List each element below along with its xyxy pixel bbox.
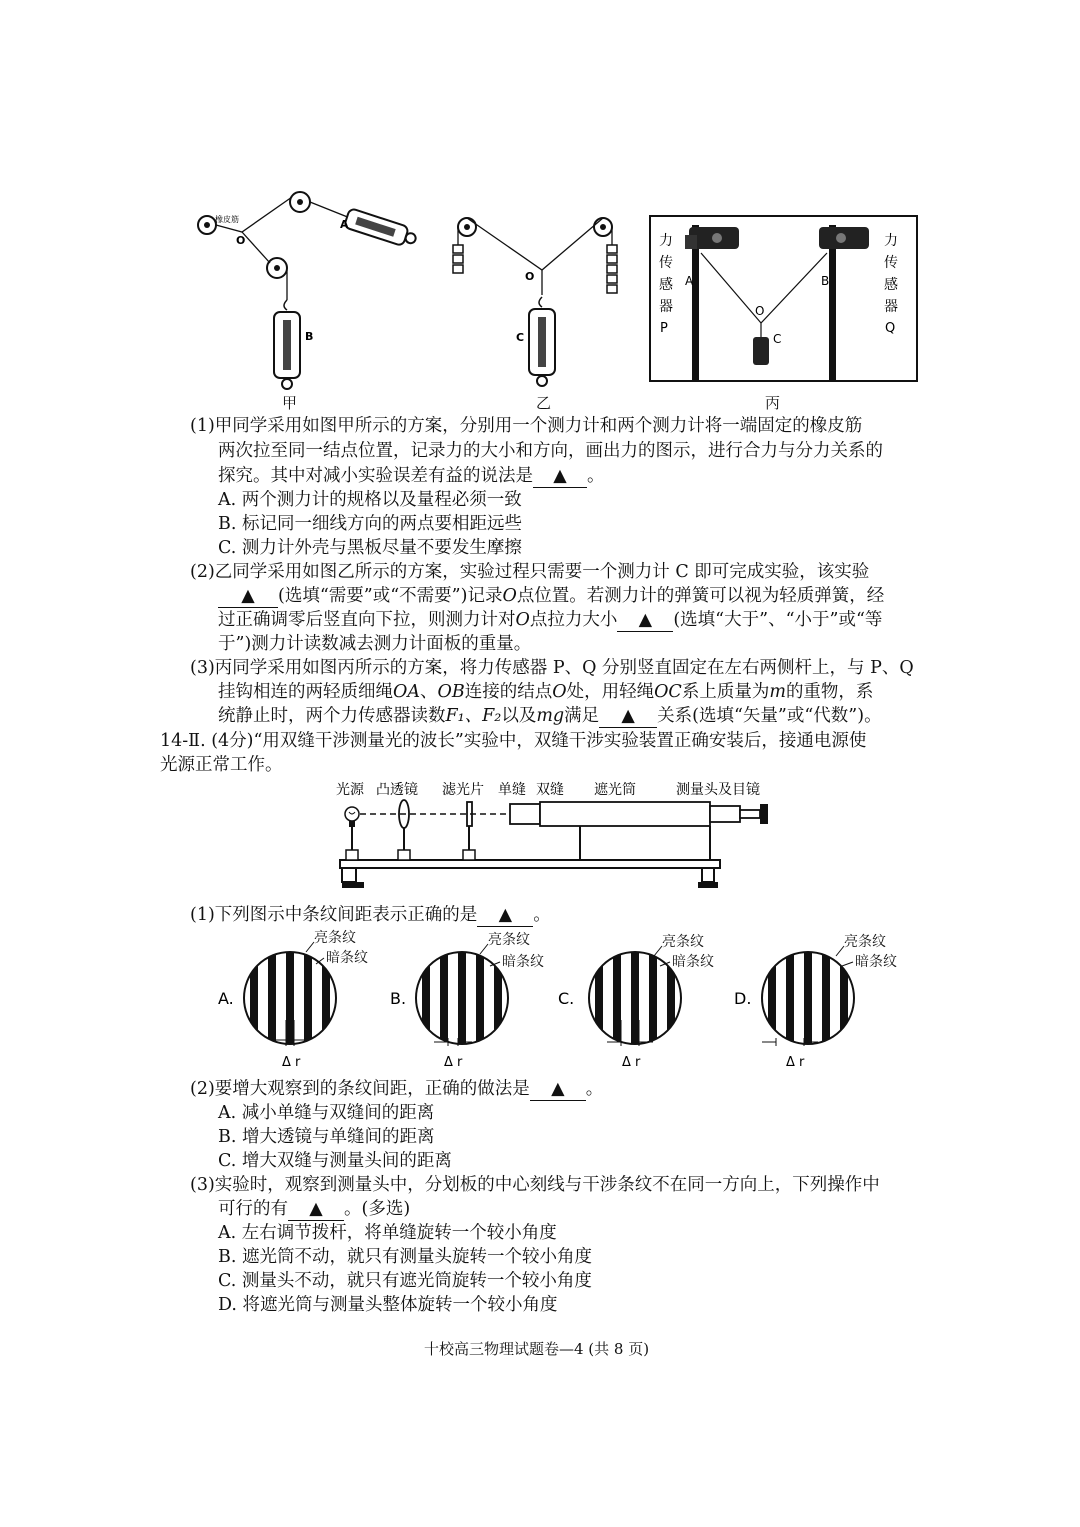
bing-sensor-left-2: 传 [659,255,673,271]
figure-bing [649,215,919,383]
caption-bing: 丙 [765,394,781,412]
yi-label-O: O [525,270,535,283]
q14-p2-answer-blank[interactable]: ▲ [530,1078,586,1101]
q14-p2-option-b: B. 增大透镜与单缝间的距离 [218,1127,435,1147]
q14-header-line2: 光源正常工作。 [160,755,283,775]
q1-answer-blank[interactable]: ▲ [533,465,587,488]
bing-label-A: A [685,274,694,288]
bing-sensor-right-4: 器 [884,299,898,315]
bing-sensor-left-5: P [660,321,668,336]
q2-answer-blank-2[interactable]: ▲ [617,609,673,632]
q2-answer-blank-1[interactable]: ▲ [218,585,278,608]
q1-line1: (1)甲同学采用如图甲所示的方案，分别用一个测力计和两个测力计将一端固定的橡皮筋 [190,416,863,436]
q14-p1: (1)下列图示中条纹间距表示正确的是 ▲ 。 [190,905,551,925]
apparatus-label-single-slit: 单缝 [498,782,526,798]
q2-line1: (2)乙同学采用如图乙所示的方案，实验过程只需要一个测力计 C 即可完成实验，该实验 [190,562,870,582]
fringe-options [210,928,910,1076]
q1-line2: 两次拉至同一结点位置，记录力的大小和方向，画出力的图示，进行合力与分力关系的 [218,441,883,461]
fringe-c-dark-label: 暗条纹 [672,954,714,970]
double-slit-apparatus [330,778,800,898]
q14-p3-option-c: C. 测量头不动，就只有遮光筒旋转一个较小角度 [218,1271,592,1291]
bing-sensor-left-1: 力 [659,233,673,249]
q2-line3: 过正确调零后竖直向下拉，则测力计对O点拉力大小 ▲ (选填“大于”、“小于”或“等 [218,610,883,630]
q14-p3-option-a: A. 左右调节拨杆，将单缝旋转一个较小角度 [218,1223,557,1243]
q14-p3-option-b: B. 遮光筒不动，就只有测量头旋转一个较小角度 [218,1247,592,1267]
jia-label-A: A [340,218,349,231]
apparatus-label-lens: 凸透镜 [376,782,418,798]
fringe-a-dark-label: 暗条纹 [326,950,368,966]
bing-label-C: C [773,332,782,346]
q3-line2: 挂钩相连的两轻质细绳OA、OB连接的结点O处，用轻绳OC系上质量为m的重物，系 [218,682,874,702]
q14-p2: (2)要增大观察到的条纹间距，正确的做法是 ▲ 。 [190,1079,604,1099]
q14-p2-option-c: C. 增大双缝与测量头间的距离 [218,1151,452,1171]
fringe-b-delta: Δ r [444,1055,463,1070]
fringe-b-dark-label: 暗条纹 [502,954,544,970]
apparatus-label-filter: 滤光片 [442,782,484,798]
fringe-a-delta: Δ r [282,1055,301,1070]
fringe-option-d-letter: D. [734,989,752,1008]
bing-sensor-right-1: 力 [884,233,898,249]
q1-option-a: A. 两个测力计的规格以及量程必须一致 [218,490,522,510]
caption-yi: 乙 [536,394,552,412]
jia-label-B: B [305,330,314,343]
bing-label-B: B [821,274,830,288]
q3-line1: (3)丙同学采用如图丙所示的方案，将力传感器 P、Q 分别竖直固定在左右两侧杆上，与 P、Q [190,658,914,678]
bing-sensor-right-5: Q [885,321,896,336]
page-footer: 十校高三物理试题卷—4 (共 8 页) [424,1340,650,1358]
bing-sensor-right-2: 传 [884,255,898,271]
caption-jia: 甲 [282,394,298,412]
fringe-d-dark-label: 暗条纹 [855,954,897,970]
yi-label-C: C [516,331,525,344]
q14-p2-option-a: A. 减小单缝与双缝间的距离 [218,1103,435,1123]
q14-p3-answer-blank[interactable]: ▲ [288,1198,344,1221]
q14-p3-option-d: D. 将遮光筒与测量头整体旋转一个较小角度 [218,1295,558,1315]
apparatus-label-light-source: 光源 [336,782,364,798]
q1-option-b: B. 标记同一细线方向的两点要相距远些 [218,514,522,534]
fringe-option-b-letter: B. [390,989,407,1008]
q1-line3: 探究。其中对减小实验误差有益的说法是 ▲ 。 [218,466,605,486]
bing-sensor-left-3: 感 [659,277,673,293]
q2-line4: 于”)测力计读数减去测力计面板的重量。 [218,634,532,654]
q14-header-line1: 14-Ⅱ. (4分)“用双缝干涉测量光的波长”实验中，双缝干涉实验装置正确安装后，接通电源使 [160,731,867,751]
fringe-d-delta: Δ r [786,1055,805,1070]
fringe-c-bright-label: 亮条纹 [662,934,704,950]
q14-p3-line2: 可行的有 ▲ 。(多选) [218,1199,411,1219]
fringe-b-bright-label: 亮条纹 [488,932,530,948]
fringe-d-bright-label: 亮条纹 [844,934,886,950]
figure-yi [450,205,630,390]
apparatus-label-double-slit: 双缝 [536,782,564,798]
q14-p3-line1: (3)实验时，观察到测量头中，分划板的中心刻线与干涉条纹不在同一方向上，下列操作中 [190,1175,880,1195]
bing-sensor-left-4: 器 [659,299,673,315]
fringe-option-a-letter: A. [218,989,234,1008]
rubber-band-label: 橡皮筋 [215,215,239,224]
q14-p1-answer-blank[interactable]: ▲ [477,904,533,927]
figure-jia [190,180,430,390]
q2-line2: ▲ (选填“需要”或“不需要”)记录O点位置。若测力计的弹簧可以视为轻质弹簧，经 [218,585,884,608]
bing-label-O: O [755,304,765,318]
jia-label-O: O [236,234,246,247]
q3-answer-blank[interactable]: ▲ [599,705,657,728]
apparatus-label-tube: 遮光筒 [594,782,636,798]
fringe-a-bright-label: 亮条纹 [314,930,356,946]
fringe-option-c-letter: C. [558,989,575,1008]
apparatus-label-measuring-head: 测量头及目镜 [676,782,760,798]
q3-line3: 统静止时，两个力传感器读数F₁、F₂以及mg满足 ▲ 关系(选填“矢量”或“代数”)。 [218,706,882,726]
q1-option-c: C. 测力计外壳与黑板尽量不要发生摩擦 [218,538,522,558]
bing-sensor-right-3: 感 [884,277,898,293]
fringe-c-delta: Δ r [622,1055,641,1070]
